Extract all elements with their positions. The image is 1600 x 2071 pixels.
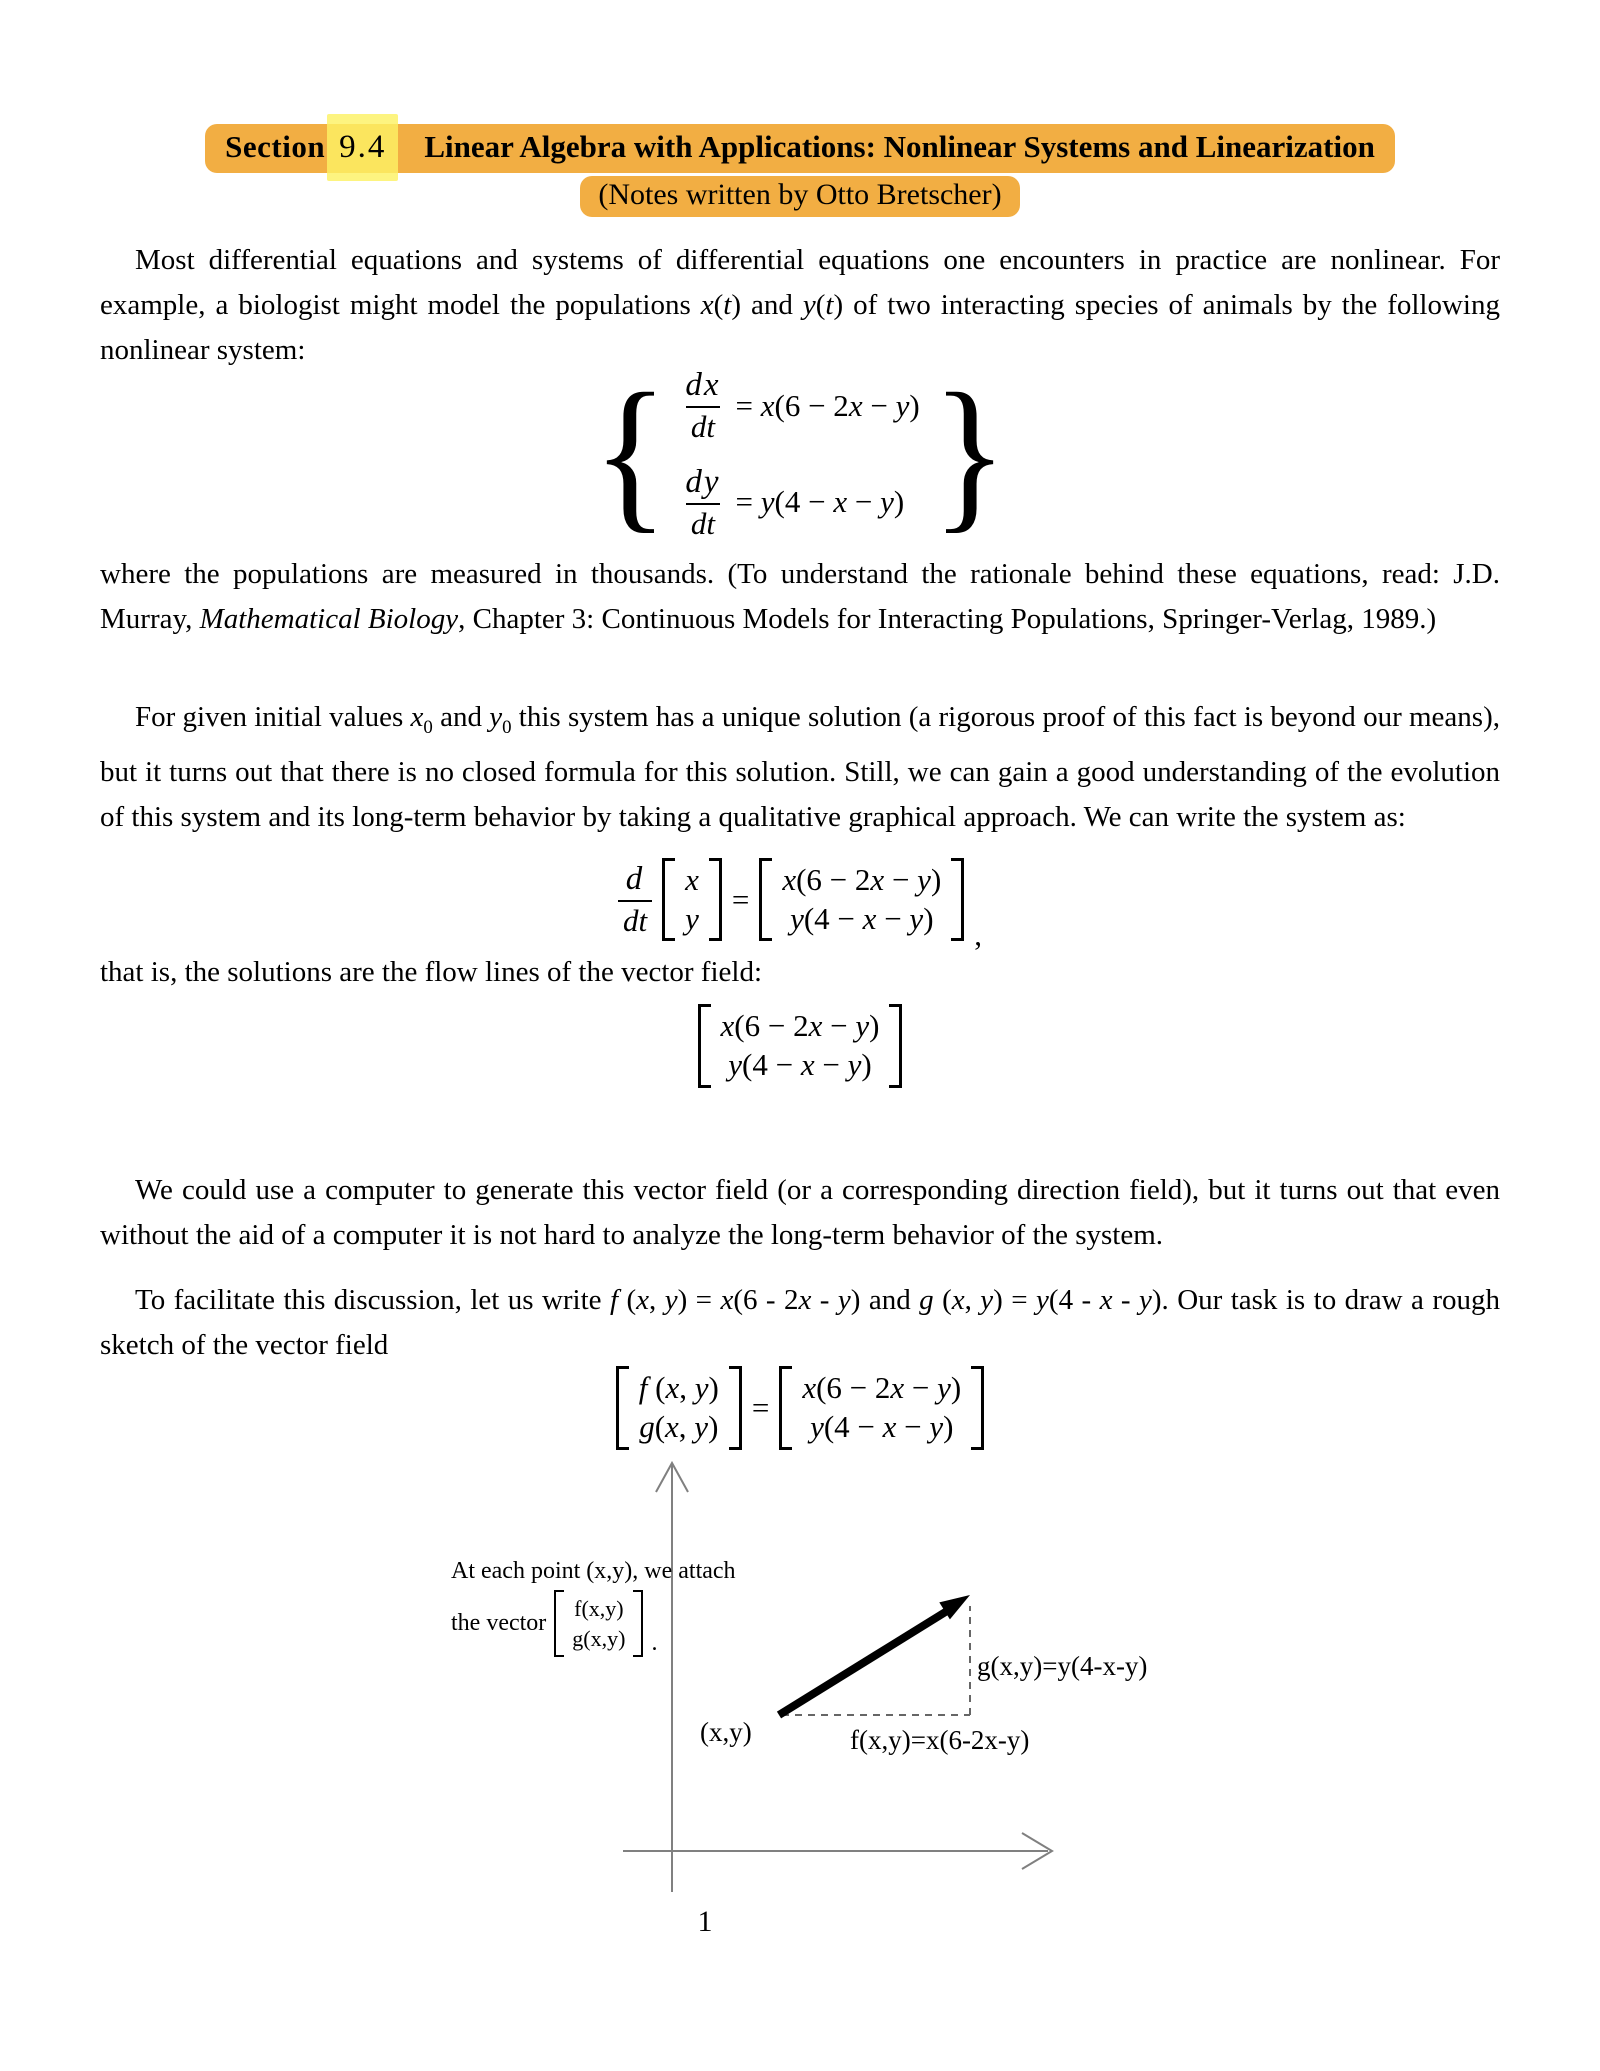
- matrix-row: x(6 − 2x − y): [802, 1370, 962, 1406]
- paragraph-facilitate: To facilitate this discussion, let us write f (x, y) = x(6 - 2x - y) and g (x, y) = y(4 - x - y). Our task is to draw a rough sketch of the vector field: [100, 1284, 1500, 1361]
- field-vector-matrix: [759, 858, 964, 942]
- paragraph-reference: where the populations are measured in thousands. (To understand the rationale behind these equations, read: J.D. Murray, Mathematical Biology, Chapter 3: Continuous Models for Interacting Populations, Springer-Verlag, 1989.): [100, 558, 1500, 635]
- matrix-row: y(4 − x − y): [790, 900, 934, 936]
- title-block: [0, 124, 1600, 217]
- left-bracket: [779, 1366, 792, 1450]
- matrix-row: g(x, y): [639, 1409, 719, 1444]
- left-bracket: [616, 1366, 629, 1450]
- equation-matrix-form: [0, 852, 1600, 952]
- comma: ,: [974, 917, 983, 952]
- figure-note-line2: [451, 1590, 657, 1657]
- page-number: 1: [697, 1905, 713, 1938]
- matrix-row: g(x,y): [572, 1625, 626, 1651]
- fraction-dy-dt: $\frac{dy}{dt}$: [685, 464, 721, 541]
- state-vector-matrix: [662, 858, 722, 942]
- fg-vector-matrix: [616, 1366, 742, 1450]
- vector-arrow: [779, 1611, 947, 1715]
- paragraph-computer: We could use a computer to generate this vector field (or a corresponding direction field), but it turns out that even without the aid of a computer it is not hard to analyze the long-term behavior of the system.: [100, 1174, 1500, 1251]
- equation-fg-definition: [0, 1368, 1600, 1448]
- right-bracket: [729, 1366, 742, 1450]
- vector-field-figure: [0, 1440, 1600, 1960]
- subtitle: (Notes written by Otto Bretscher): [598, 178, 1002, 211]
- right-bracket: [633, 1590, 643, 1657]
- subtitle-highlight: [580, 176, 1019, 217]
- matrix-row: x: [685, 861, 699, 897]
- field-vector-matrix: [698, 1004, 903, 1088]
- left-bracket: [759, 858, 772, 942]
- paragraph-initial-values: For given initial values $x_0$ and $y_0$ this system has a unique solution (a rigorous proof of this fact is beyond our means), but it turns out that there is no closed formula for this solution. Still, we can gain a good understanding of the evolution of this system and its long-term behavior by taking a qualitative graphical approach. We can write the system as:: [100, 701, 1500, 833]
- left-bracket: [698, 1004, 711, 1088]
- matrix-row: y(4 − x − y): [810, 1409, 954, 1444]
- matrix-row: y: [685, 900, 699, 936]
- equation-nonlinear-system: { $\frac{dx}{dt}$ = x(6 − 2x − y) $\frac{dy}{dt}$ = y(4 − x − y) }: [592, 358, 1008, 548]
- g-component-label: g(x,y)=y(4-x-y): [977, 1651, 1148, 1681]
- equation-row-dy: [680, 463, 919, 542]
- note-vector-matrix: [554, 1590, 643, 1657]
- field-vector-matrix: [779, 1366, 984, 1450]
- right-bracket: [971, 1366, 984, 1450]
- fraction-d-dt: $\frac{d}{dt}$: [618, 860, 652, 939]
- fraction-dx-dt: $\frac{dx}{dt}$: [685, 367, 721, 444]
- matrix-row: f (x, y): [638, 1370, 719, 1406]
- section-label: Section: [225, 129, 326, 164]
- equation-rhs: = x(6 − 2x − y): [735, 387, 920, 423]
- matrix-row: y(4 − x − y): [728, 1047, 872, 1082]
- left-bracket: [554, 1590, 564, 1657]
- matrix-row: f(x,y): [574, 1596, 624, 1621]
- title-highlight: [205, 124, 1395, 173]
- matrix-row: x(6 − 2x − y): [720, 1008, 880, 1044]
- figure-canvas: [0, 1440, 1600, 1960]
- period: .: [651, 1630, 658, 1657]
- right-bracket: [709, 858, 722, 942]
- matrix-row: x(6 − 2x − y): [782, 861, 942, 897]
- title-line-2: [0, 173, 1600, 217]
- point-label: (x,y): [700, 1717, 752, 1747]
- equation-row-dx: [680, 366, 919, 445]
- f-component-label: f(x,y)=x(6-2x-y): [850, 1725, 1030, 1755]
- paragraph-intro: Most differential equations and systems of differential equations one encounters in practice are nonlinear. For example, a biologist might model the populations x(t) and y(t) of two interacting species of animals by the following nonlinear system:: [100, 244, 1500, 366]
- section-number-highlight: [327, 114, 398, 181]
- right-bracket: [951, 858, 964, 942]
- section-number: 9.4: [339, 129, 387, 165]
- equals-sign: =: [731, 881, 750, 917]
- figure-note-prefix: the vector: [451, 1610, 547, 1637]
- paragraph-flow-lines: that is, the solutions are the flow lines of the vector field:: [100, 956, 763, 988]
- left-bracket: [662, 858, 675, 942]
- equation-vector-field: [0, 1002, 1600, 1090]
- title-line-1: [0, 124, 1600, 173]
- page-title: Linear Algebra with Applications: Nonlinear Systems and Linearization: [424, 129, 1375, 164]
- equals-sign: =: [751, 1390, 770, 1425]
- right-bracket: [889, 1004, 902, 1088]
- equation-rhs: = y(4 − x − y): [735, 484, 905, 520]
- figure-note-line1: At each point (x,y), we attach: [451, 1558, 736, 1584]
